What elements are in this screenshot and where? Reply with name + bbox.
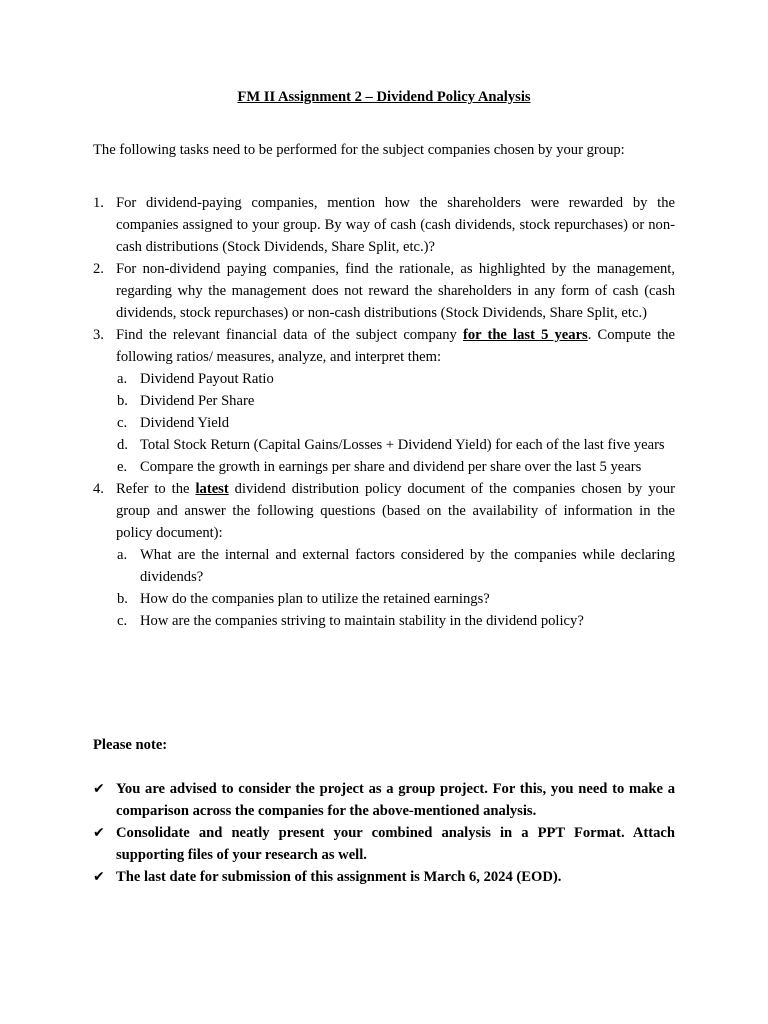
task-text-part: Refer to the (116, 481, 196, 497)
task-item (93, 478, 675, 544)
subtask-text: Dividend Yield (140, 415, 230, 431)
note-item (93, 778, 675, 822)
note-item (93, 822, 675, 866)
task-number: 4. (93, 481, 104, 497)
note-heading: Please note: (93, 737, 168, 753)
task-number: 3. (93, 327, 104, 343)
emphasis-text: latest (195, 481, 229, 497)
note-item (93, 866, 675, 888)
subtask-letter: c. (117, 613, 128, 629)
subtask-letter: b. (117, 591, 128, 607)
subtask-text: Total Stock Return (Capital Gains/Losses + Dividend Yield) for each of the last five years (140, 437, 665, 453)
task-text-part: dividend distribution policy document of the companies chosen by your group and answer the following questions (based on the availability of information in the policy document): (116, 481, 675, 541)
subtask-letter: a. (117, 547, 128, 563)
subtask-item (93, 434, 675, 456)
note-text: Consolidate and neatly present your combined analysis in a PPT Format. Attach supporting files of your research as well. (116, 825, 675, 863)
note-text: You are advised to consider the project as a group project. For this, you need to make a comparison across the companies for the above-mentioned analysis. (116, 781, 675, 819)
checkmark-icon: ✔ (93, 825, 105, 841)
task-item (93, 258, 675, 324)
subtask-text: Dividend Payout Ratio (140, 371, 274, 387)
task-number: 1. (93, 195, 104, 211)
task-text-part: . Compute the following ratios/ measures, analyze, and interpret them: (116, 327, 675, 365)
task-text: For dividend-paying companies, mention how the shareholders were rewarded by the companies assigned to your group. By way of cash (cash dividends, stock repurchases) or non-cash distributions (Stock Dividends, Share Split, etc.)? (116, 195, 675, 255)
intro-text: The following tasks need to be performed for the subject companies chosen by your group: (93, 142, 625, 158)
subtask-text: Dividend Per Share (140, 393, 255, 409)
task-item (93, 192, 675, 258)
subtask-letter: e. (117, 459, 128, 475)
subtask-item (93, 412, 675, 434)
task-text-part: Find the relevant financial data of the subject company (116, 327, 463, 343)
task-number: 2. (93, 261, 104, 277)
task-item (93, 324, 675, 368)
document-title: FM II Assignment 2 – Dividend Policy Analysis (237, 89, 531, 105)
task-list (93, 192, 675, 632)
note-text: The last date for submission of this assignment is March 6, 2024 (EOD). (116, 869, 562, 885)
subtask-text: How are the companies striving to maintain stability in the dividend policy? (140, 613, 584, 629)
emphasis-text: for the last 5 years (462, 327, 588, 343)
subtask-letter: c. (117, 415, 128, 431)
subtask-item (93, 588, 675, 610)
subtask-item (93, 390, 675, 412)
subtask-item (93, 610, 675, 632)
task-text: For non-dividend paying companies, find the rationale, as highlighted by the management, regarding why the management does not reward the shareholders in any form of cash (cash dividends, stock repurchases) or non-cash distributions (Stock Dividends, Share Split, etc.) (116, 261, 675, 321)
subtask-text: What are the internal and external factors considered by the companies while declaring dividends? (140, 547, 675, 585)
subtask-letter: b. (117, 393, 128, 409)
note-list (93, 778, 675, 888)
checkmark-icon: ✔ (93, 781, 105, 797)
subtask-letter: d. (117, 437, 128, 453)
checkmark-icon: ✔ (93, 869, 105, 885)
subtask-item (93, 544, 675, 588)
task-text (116, 478, 675, 544)
task-text (116, 324, 675, 368)
subtask-letter: a. (117, 371, 128, 387)
subtask-item (93, 456, 675, 478)
subtask-item (93, 368, 675, 390)
subtask-text: How do the companies plan to utilize the retained earnings? (140, 591, 490, 607)
subtask-text: Compare the growth in earnings per share and dividend per share over the last 5 years (140, 459, 642, 475)
